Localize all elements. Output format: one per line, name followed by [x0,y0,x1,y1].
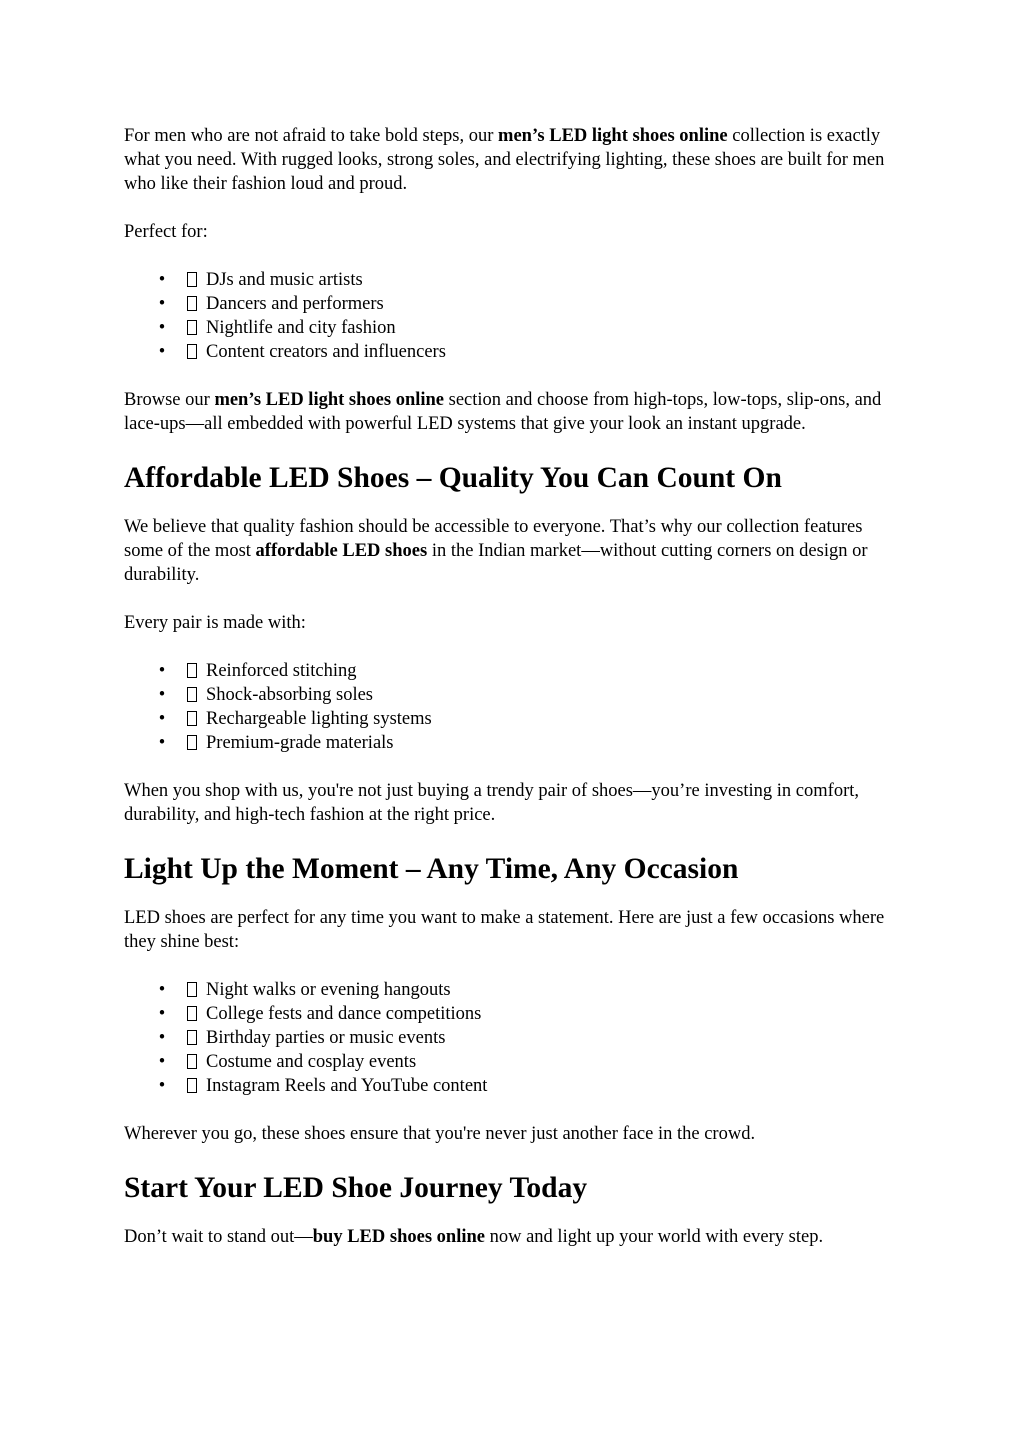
bullet: • [158,1076,166,1096]
bullet: • [158,685,166,705]
list-item: • DJs and music artists [158,270,363,290]
cta-paragraph: Don’t wait to stand out—buy LED shoes online now and light up your world with every step. [124,1227,824,1247]
quality-paragraph: We believe that quality fashion should be accessible to everyone. That’s why our collection features some of the most affordable LED shoes in the Indian market—without cutting corners on design or durability. [124,517,868,585]
missing-glyph-icon [187,687,197,702]
list-item: • Rechargeable lighting systems [158,709,432,729]
list-item: • Shock-absorbing soles [158,685,373,705]
missing-glyph-icon [187,344,197,359]
list-item: • Birthday parties or music events [158,1028,446,1048]
bullet: • [158,294,166,314]
list-item: • Nightlife and city fashion [158,318,396,338]
bullet: • [158,1004,166,1024]
list-item: • Content creators and influencers [158,342,446,362]
list-item: • Instagram Reels and YouTube content [158,1076,488,1096]
missing-glyph-icon [187,1054,197,1069]
intro-paragraph: For men who are not afraid to take bold steps, our men’s LED light shoes online collection is exactly what you need. With rugged looks, strong soles, and electrifying lighting, these shoes are built for men who like their fashion loud and proud. [124,126,885,194]
missing-glyph-icon [187,1006,197,1021]
keyword-bold: men’s LED light shoes online [498,126,728,146]
list-item: • Dancers and performers [158,294,384,314]
occasions-paragraph: LED shoes are perfect for any time you want to make a statement. Here are just a few occasions where they shine best: [124,908,885,952]
bullet: • [158,980,166,1000]
keyword-bold: affordable LED shoes [255,541,428,561]
bullet: • [158,318,166,338]
bullet: • [158,661,166,681]
list-item: • Night walks or evening hangouts [158,980,451,1000]
bullet: • [158,342,166,362]
list-item: • Reinforced stitching [158,661,357,681]
bullet: • [158,733,166,753]
missing-glyph-icon [187,320,197,335]
heading-light-up: Light Up the Moment – Any Time, Any Occasion [124,853,739,885]
missing-glyph-icon [187,663,197,678]
bullet: • [158,1052,166,1072]
occasions-list [124,978,899,1098]
list-item: • Premium-grade materials [158,733,394,753]
document-page [124,124,899,1273]
list-item: • Costume and cosplay events [158,1052,417,1072]
perfect-for-label: Perfect for: [124,222,208,242]
missing-glyph-icon [187,982,197,997]
missing-glyph-icon [187,711,197,726]
shop-paragraph: When you shop with us, you're not just buying a trendy pair of shoes—you’re investing in comfort, durability, and high-tech fashion at the right price. [124,781,859,825]
audience-list [124,268,899,364]
heading-affordable: Affordable LED Shoes – Quality You Can Count On [124,462,782,494]
missing-glyph-icon [187,296,197,311]
browse-paragraph: Browse our men’s LED light shoes online section and choose from high-tops, low-tops, slip-ons, and lace-ups—all embedded with powerful LED systems that give your look an instant upgrade. [124,390,882,434]
bullet: • [158,1028,166,1048]
made-with-label: Every pair is made with: [124,613,306,633]
heading-journey: Start Your LED Shoe Journey Today [124,1172,588,1204]
missing-glyph-icon [187,735,197,750]
bullet: • [158,709,166,729]
list-item: • College fests and dance competitions [158,1004,482,1024]
crowd-paragraph: Wherever you go, these shoes ensure that you're never just another face in the crowd. [124,1124,756,1144]
missing-glyph-icon [187,1078,197,1093]
features-list [124,659,899,755]
missing-glyph-icon [187,272,197,287]
missing-glyph-icon [187,1030,197,1045]
keyword-bold: buy LED shoes online [312,1227,485,1247]
keyword-bold: men’s LED light shoes online [214,390,445,410]
bullet: • [158,270,166,290]
